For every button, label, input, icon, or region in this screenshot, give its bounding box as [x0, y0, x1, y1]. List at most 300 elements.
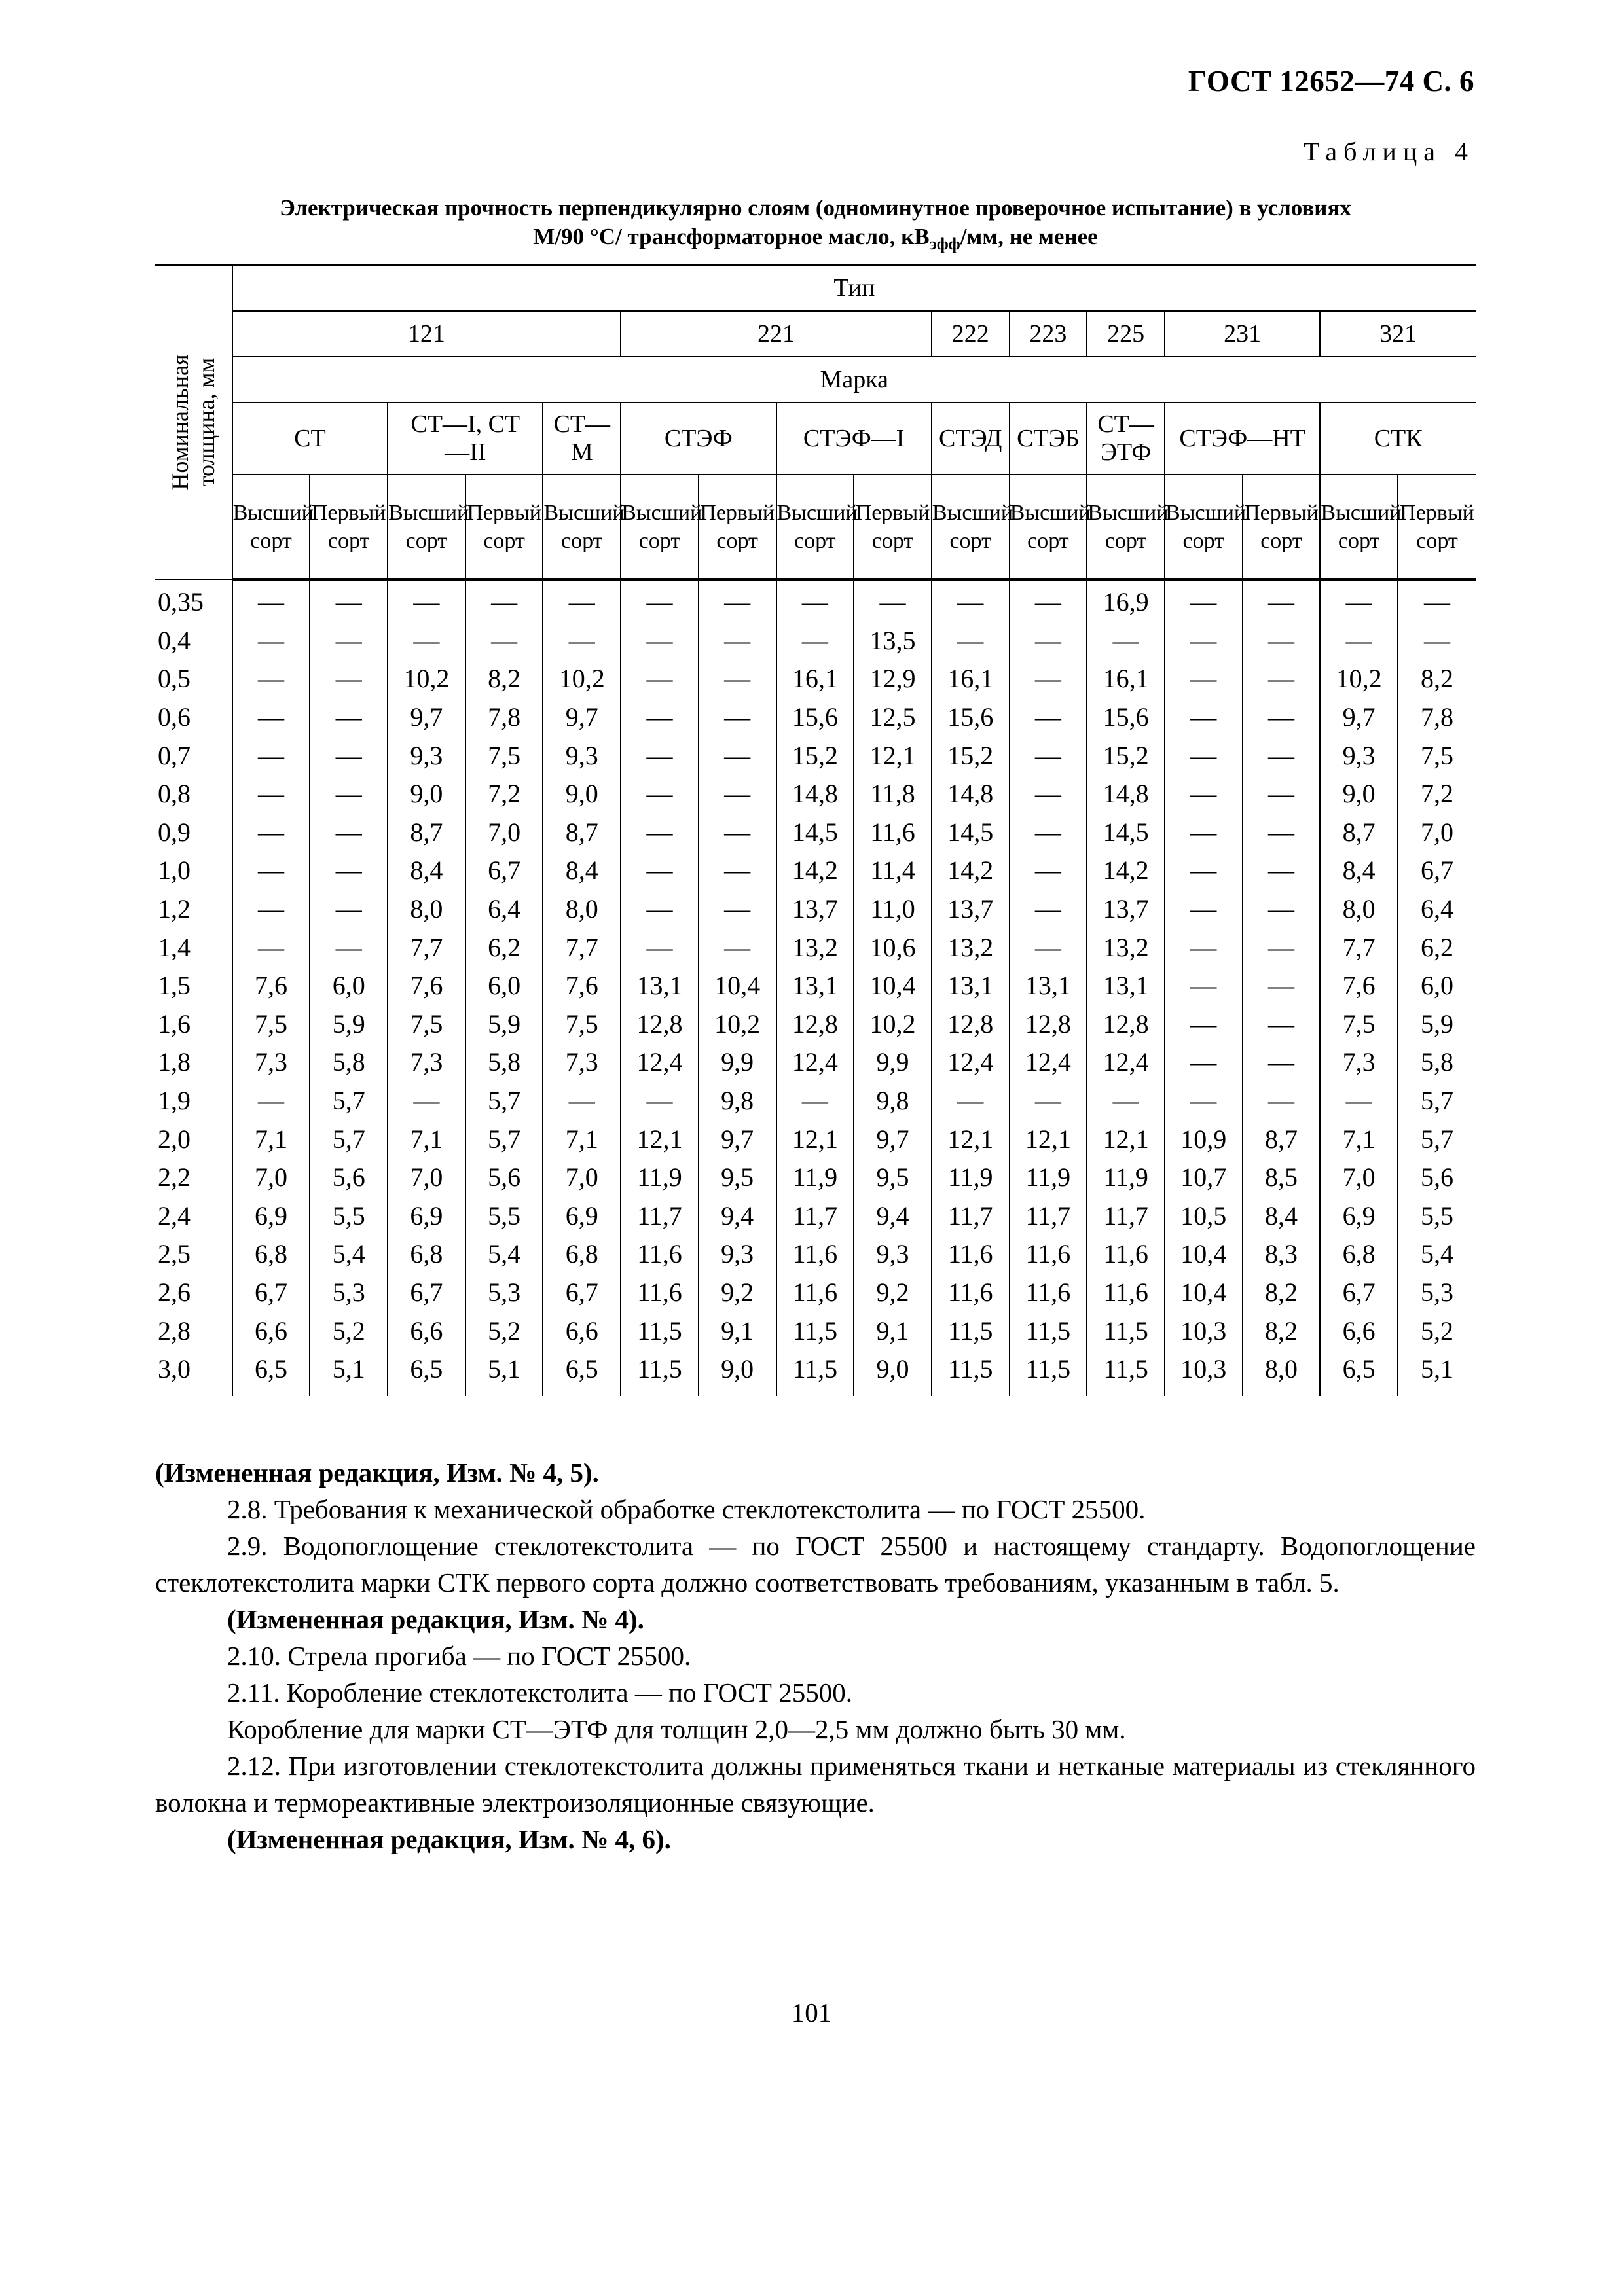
value-cell: 6,5	[232, 1350, 310, 1396]
value-cell: —	[232, 736, 310, 775]
table-row	[155, 1197, 1476, 1236]
type-225: 225	[1087, 311, 1165, 357]
value-cell: 14,8	[1087, 775, 1165, 814]
value-cell: 6,6	[232, 1312, 310, 1350]
value-cell: —	[621, 852, 699, 890]
value-cell: 11,7	[932, 1197, 1010, 1236]
value-cell: —	[699, 660, 776, 698]
value-cell: 13,1	[776, 967, 854, 1005]
value-cell: 8,7	[1243, 1120, 1321, 1158]
type-231: 231	[1165, 311, 1320, 357]
clause-2-12: 2.12. При изготовлении стеклотекстолита должны применяться ткани и нетканые материалы из стеклянного волокна и термореактивные электроизоляционные связующие.	[155, 1751, 1476, 1818]
thickness-cell: 2,4	[158, 1200, 191, 1230]
value-cell: 9,9	[854, 1043, 932, 1082]
value-cell: 12,4	[776, 1043, 854, 1082]
value-cell: 6,7	[543, 1274, 621, 1312]
value-cell: 16,9	[1087, 579, 1165, 622]
table-row	[155, 890, 1476, 929]
value-cell: —	[1165, 1005, 1243, 1044]
value-cell: —	[310, 698, 388, 737]
value-cell: 9,7	[699, 1120, 776, 1158]
value-cell: —	[232, 622, 310, 660]
thickness-cell: 1,4	[158, 932, 191, 962]
value-cell: 8,2	[1243, 1274, 1321, 1312]
table-row	[155, 1005, 1476, 1044]
thickness-cell: 0,35	[158, 586, 204, 617]
value-cell: 10,4	[699, 967, 776, 1005]
value-cell: —	[1243, 814, 1321, 852]
value-cell: 5,7	[310, 1082, 388, 1121]
table-row	[155, 660, 1476, 698]
value-cell: —	[232, 852, 310, 890]
value-cell: 7,0	[388, 1158, 465, 1197]
value-cell: —	[1010, 928, 1087, 967]
standard-header: ГОСТ 12652—74 С. 6	[1188, 65, 1474, 98]
value-cell: 9,8	[699, 1082, 776, 1121]
grade-first-st-i: Первый сорт	[465, 475, 543, 579]
value-cell: —	[776, 579, 854, 622]
value-cell: —	[621, 890, 699, 929]
value-cell: —	[1165, 622, 1243, 660]
table-row	[155, 1350, 1476, 1396]
value-cell: —	[1320, 579, 1398, 622]
value-cell: 5,6	[465, 1158, 543, 1197]
value-cell: 9,0	[543, 775, 621, 814]
thickness-cell: 1,8	[158, 1047, 191, 1077]
value-cell: —	[232, 890, 310, 929]
value-cell: —	[232, 775, 310, 814]
value-cell: 6,7	[1320, 1274, 1398, 1312]
amendment-note: (Измененная редакция, Изм. № 4).	[227, 1604, 644, 1634]
mark-stef-nt: СТЭФ—НТ	[1165, 403, 1320, 475]
value-cell: 12,1	[776, 1120, 854, 1158]
grade-top-st: Высший сорт	[232, 475, 310, 579]
value-cell: 7,5	[1398, 736, 1476, 775]
table-body	[155, 579, 1476, 1396]
table-row	[155, 1043, 1476, 1082]
grade-first-stef: Первый сорт	[699, 475, 776, 579]
value-cell: —	[1165, 736, 1243, 775]
value-cell: 14,2	[932, 852, 1010, 890]
body-text	[155, 1454, 1476, 1857]
table-row	[155, 736, 1476, 775]
value-cell: —	[1010, 814, 1087, 852]
value-cell: 12,8	[776, 1005, 854, 1044]
value-cell: —	[310, 814, 388, 852]
value-cell: 7,3	[388, 1043, 465, 1082]
value-cell: 6,2	[465, 928, 543, 967]
thickness-cell: 1,0	[158, 855, 191, 886]
value-cell: —	[1243, 852, 1321, 890]
value-cell: 11,9	[1010, 1158, 1087, 1197]
amendment-note: (Измененная редакция, Изм. № 4, 6).	[227, 1824, 671, 1854]
grade-top-st-etf: Высший сорт	[1087, 475, 1165, 579]
value-cell: 8,7	[1320, 814, 1398, 852]
clause-2-8: 2.8. Требования к механической обработке стеклотекстолита — по ГОСТ 25500.	[227, 1494, 1146, 1524]
value-cell: 6,0	[465, 967, 543, 1005]
value-cell: 5,7	[1398, 1120, 1476, 1158]
value-cell: —	[1165, 1043, 1243, 1082]
table-row	[155, 1120, 1476, 1158]
value-cell: 8,0	[543, 890, 621, 929]
value-cell: 8,5	[1243, 1158, 1321, 1197]
table-row	[155, 967, 1476, 1005]
value-cell: 9,0	[854, 1350, 932, 1396]
value-cell: 11,5	[776, 1350, 854, 1396]
value-cell: 13,2	[1087, 928, 1165, 967]
table-row	[155, 1158, 1476, 1197]
value-cell: 16,1	[1087, 660, 1165, 698]
value-cell: 10,5	[1165, 1197, 1243, 1236]
value-cell: 13,1	[1087, 967, 1165, 1005]
value-cell: 11,5	[1010, 1312, 1087, 1350]
value-cell: 7,0	[465, 814, 543, 852]
value-cell: 7,0	[543, 1158, 621, 1197]
value-cell: —	[310, 736, 388, 775]
value-cell: 9,0	[1320, 775, 1398, 814]
value-cell: 7,2	[1398, 775, 1476, 814]
value-cell: 7,1	[388, 1120, 465, 1158]
caption-line-2	[155, 223, 1476, 259]
value-cell: 8,0	[388, 890, 465, 929]
table-row	[155, 1312, 1476, 1350]
value-cell: 12,1	[1010, 1120, 1087, 1158]
value-cell: —	[1010, 775, 1087, 814]
value-cell: —	[1165, 928, 1243, 967]
value-cell: 7,3	[232, 1043, 310, 1082]
table-row	[155, 1235, 1476, 1274]
value-cell: —	[1165, 579, 1243, 622]
grade-top-stef-i: Высший сорт	[776, 475, 854, 579]
value-cell: 12,1	[1087, 1120, 1165, 1158]
value-cell: 10,9	[1165, 1120, 1243, 1158]
value-cell: 11,6	[621, 1235, 699, 1274]
thickness-cell: 2,0	[158, 1124, 191, 1154]
value-cell: 12,4	[932, 1043, 1010, 1082]
value-cell: 11,7	[621, 1197, 699, 1236]
value-cell: 12,4	[621, 1043, 699, 1082]
value-cell: 13,1	[1010, 967, 1087, 1005]
value-cell: —	[1243, 967, 1321, 1005]
value-cell: —	[465, 579, 543, 622]
value-cell: 12,4	[1010, 1043, 1087, 1082]
thickness-cell: 2,6	[158, 1277, 191, 1307]
table-row	[155, 852, 1476, 890]
value-cell: 11,6	[1087, 1274, 1165, 1312]
value-cell: —	[699, 736, 776, 775]
value-cell: —	[1010, 1082, 1087, 1121]
value-cell: —	[1087, 1082, 1165, 1121]
value-cell: 5,7	[465, 1120, 543, 1158]
value-cell: 6,9	[232, 1197, 310, 1236]
value-cell: 11,5	[621, 1312, 699, 1350]
value-cell: 8,2	[1243, 1312, 1321, 1350]
value-cell: 5,6	[1398, 1158, 1476, 1197]
value-cell: —	[932, 1082, 1010, 1121]
value-cell: —	[310, 928, 388, 967]
value-cell: 7,1	[232, 1120, 310, 1158]
value-cell: 5,8	[465, 1043, 543, 1082]
value-cell: 13,1	[621, 967, 699, 1005]
value-cell: 10,3	[1165, 1350, 1243, 1396]
value-cell: 12,1	[854, 736, 932, 775]
value-cell: 10,2	[1320, 660, 1398, 698]
value-cell: 11,5	[1087, 1350, 1165, 1396]
value-cell: 10,2	[699, 1005, 776, 1044]
value-cell: —	[1243, 1082, 1321, 1121]
value-cell: 7,6	[388, 967, 465, 1005]
grade-top-steb: Высший сорт	[1010, 475, 1087, 579]
grade-top-stef-nt: Высший сорт	[1165, 475, 1243, 579]
value-cell: 6,6	[388, 1312, 465, 1350]
value-cell: 15,6	[932, 698, 1010, 737]
value-cell: 6,9	[388, 1197, 465, 1236]
value-cell: 5,2	[1398, 1312, 1476, 1350]
value-cell: —	[1010, 890, 1087, 929]
value-cell: —	[621, 814, 699, 852]
type-321: 321	[1320, 311, 1476, 357]
value-cell: 11,6	[1010, 1235, 1087, 1274]
value-cell: —	[1165, 775, 1243, 814]
value-cell: —	[1165, 814, 1243, 852]
value-cell: —	[1165, 890, 1243, 929]
value-cell: —	[1243, 698, 1321, 737]
value-cell: 11,8	[854, 775, 932, 814]
type-223: 223	[1010, 311, 1087, 357]
value-cell: 6,5	[543, 1350, 621, 1396]
grade-top-stk: Высший сорт	[1320, 475, 1398, 579]
value-cell: 16,1	[776, 660, 854, 698]
grade-top-st-m: Высший сорт	[543, 475, 621, 579]
value-cell: 10,4	[1165, 1235, 1243, 1274]
value-cell: 6,9	[1320, 1197, 1398, 1236]
value-cell: 9,9	[699, 1043, 776, 1082]
table-row	[155, 1274, 1476, 1312]
value-cell: 9,5	[854, 1158, 932, 1197]
value-cell: 7,6	[1320, 967, 1398, 1005]
clause-2-11-warping: Коробление для марки СТ—ЭТФ для толщин 2,0—2,5 мм должно быть 30 мм.	[227, 1714, 1126, 1744]
value-cell: 9,4	[854, 1197, 932, 1236]
value-cell: —	[232, 928, 310, 967]
value-cell: 13,2	[776, 928, 854, 967]
value-cell: 6,7	[388, 1274, 465, 1312]
value-cell: 6,5	[1320, 1350, 1398, 1396]
value-cell: 6,8	[232, 1235, 310, 1274]
value-cell: 11,9	[621, 1158, 699, 1197]
value-cell: 12,9	[854, 660, 932, 698]
value-cell: —	[621, 660, 699, 698]
value-cell: 5,4	[310, 1235, 388, 1274]
value-cell: 9,0	[699, 1350, 776, 1396]
value-cell: 14,5	[776, 814, 854, 852]
value-cell: 5,9	[1398, 1005, 1476, 1044]
value-cell: 11,9	[932, 1158, 1010, 1197]
value-cell: —	[1010, 852, 1087, 890]
value-cell: 13,7	[932, 890, 1010, 929]
strength-table	[155, 264, 1476, 1396]
grade-first-stef-nt: Первый сорт	[1243, 475, 1321, 579]
value-cell: 7,5	[1320, 1005, 1398, 1044]
value-cell: 12,5	[854, 698, 932, 737]
mark-stef: СТЭФ	[621, 403, 776, 475]
value-cell: 11,5	[932, 1312, 1010, 1350]
thickness-cell: 1,9	[158, 1086, 191, 1116]
value-cell: 11,5	[1010, 1350, 1087, 1396]
value-cell: 13,7	[776, 890, 854, 929]
value-cell: 6,0	[310, 967, 388, 1005]
table-row	[155, 775, 1476, 814]
value-cell: 9,7	[854, 1120, 932, 1158]
value-cell: —	[1165, 967, 1243, 1005]
value-cell: 5,5	[1398, 1197, 1476, 1236]
value-cell: —	[621, 736, 699, 775]
value-cell: 7,0	[1398, 814, 1476, 852]
grade-first-stk: Первый сорт	[1398, 475, 1476, 579]
value-cell: 12,4	[1087, 1043, 1165, 1082]
value-cell: 11,6	[621, 1274, 699, 1312]
value-cell: —	[232, 814, 310, 852]
value-cell: 6,7	[232, 1274, 310, 1312]
thickness-cell: 1,2	[158, 894, 191, 924]
value-cell: —	[621, 775, 699, 814]
value-cell: 9,7	[388, 698, 465, 737]
value-cell: 8,2	[465, 660, 543, 698]
value-cell: 12,8	[1087, 1005, 1165, 1044]
value-cell: 5,7	[310, 1120, 388, 1158]
value-cell: 8,2	[1398, 660, 1476, 698]
value-cell: —	[310, 890, 388, 929]
page-number: 101	[791, 1998, 832, 2028]
value-cell: 6,7	[465, 852, 543, 890]
value-cell: 7,5	[465, 736, 543, 775]
value-cell: 10,2	[854, 1005, 932, 1044]
value-cell: 9,3	[1320, 736, 1398, 775]
value-cell: —	[1243, 1005, 1321, 1044]
value-cell: —	[1243, 1043, 1321, 1082]
value-cell: 13,2	[932, 928, 1010, 967]
value-cell: —	[699, 852, 776, 890]
mark-stef-i: СТЭФ—I	[776, 403, 932, 475]
value-cell: —	[310, 622, 388, 660]
value-cell: 8,4	[388, 852, 465, 890]
value-cell: —	[1010, 579, 1087, 622]
value-cell: 7,0	[232, 1158, 310, 1197]
value-cell: 10,6	[854, 928, 932, 967]
value-cell: 6,0	[1398, 967, 1476, 1005]
thickness-cell: 2,2	[158, 1162, 191, 1193]
thickness-cell: 0,6	[158, 702, 191, 732]
caption-line-1: Электрическая прочность перпендикулярно слоям (одноминутное проверочное испытание) в условиях	[280, 195, 1351, 221]
value-cell: 7,6	[543, 967, 621, 1005]
value-cell: 11,6	[932, 1235, 1010, 1274]
value-cell: 11,9	[776, 1158, 854, 1197]
table-caption	[155, 194, 1476, 259]
type-222: 222	[932, 311, 1010, 357]
value-cell: 11,5	[776, 1312, 854, 1350]
thickness-header	[155, 265, 232, 579]
table-row	[155, 579, 1476, 622]
table-row	[155, 814, 1476, 852]
value-cell: —	[1165, 1082, 1243, 1121]
value-cell: —	[1243, 622, 1321, 660]
mark-header: Марка	[232, 357, 1476, 403]
value-cell: 6,7	[1398, 852, 1476, 890]
thickness-cell: 0,9	[158, 817, 191, 847]
value-cell: —	[699, 890, 776, 929]
value-cell: —	[1010, 736, 1087, 775]
type-header: Тип	[232, 265, 1476, 311]
value-cell: 5,9	[310, 1005, 388, 1044]
value-cell: —	[932, 579, 1010, 622]
value-cell: 6,9	[543, 1197, 621, 1236]
clause-2-10: 2.10. Стрела прогиба — по ГОСТ 25500.	[227, 1641, 691, 1671]
value-cell: 5,8	[1398, 1043, 1476, 1082]
value-cell: —	[232, 660, 310, 698]
value-cell: 6,6	[543, 1312, 621, 1350]
value-cell: —	[776, 622, 854, 660]
value-cell: —	[1243, 928, 1321, 967]
value-cell: —	[1243, 579, 1321, 622]
value-cell: 5,1	[310, 1350, 388, 1396]
value-cell: 14,5	[1087, 814, 1165, 852]
value-cell: 11,7	[776, 1197, 854, 1236]
value-cell: 8,7	[543, 814, 621, 852]
value-cell: 7,1	[1320, 1120, 1398, 1158]
value-cell: 7,2	[465, 775, 543, 814]
value-cell: 11,5	[621, 1350, 699, 1396]
thickness-cell: 2,5	[158, 1239, 191, 1269]
value-cell: 12,1	[621, 1120, 699, 1158]
value-cell: 9,7	[543, 698, 621, 737]
caption-line-2-main: М/90 °С/ трансформаторное масло, кВ	[533, 224, 930, 249]
mark-steb: СТЭБ	[1010, 403, 1087, 475]
grade-first-st: Первый сорт	[310, 475, 388, 579]
value-cell: 7,8	[1398, 698, 1476, 737]
value-cell: 5,4	[465, 1235, 543, 1274]
value-cell: 9,7	[1320, 698, 1398, 737]
grade-top-stef: Высший сорт	[621, 475, 699, 579]
value-cell: 15,6	[1087, 698, 1165, 737]
value-cell: 16,1	[932, 660, 1010, 698]
value-cell: 11,6	[776, 1235, 854, 1274]
value-cell: 8,4	[1243, 1197, 1321, 1236]
value-cell: 9,3	[699, 1235, 776, 1274]
value-cell: 9,0	[388, 775, 465, 814]
value-cell: —	[232, 698, 310, 737]
value-cell: —	[310, 660, 388, 698]
value-cell: —	[1165, 660, 1243, 698]
thickness-cell: 0,5	[158, 664, 191, 694]
value-cell: 9,3	[854, 1235, 932, 1274]
value-cell: —	[699, 928, 776, 967]
value-cell: —	[621, 698, 699, 737]
value-cell: 14,2	[1087, 852, 1165, 890]
value-cell: —	[621, 579, 699, 622]
value-cell: 9,8	[854, 1082, 932, 1121]
grade-top-st-i: Высший сорт	[388, 475, 465, 579]
value-cell: 9,2	[854, 1274, 932, 1312]
value-cell: 11,9	[1087, 1158, 1165, 1197]
thickness-cell: 2,8	[158, 1316, 191, 1346]
value-cell: —	[1010, 660, 1087, 698]
mark-st-m: СТ—М	[543, 403, 621, 475]
type-221: 221	[621, 311, 932, 357]
value-cell: —	[1398, 579, 1476, 622]
value-cell: 8,0	[1243, 1350, 1321, 1396]
value-cell: 10,2	[543, 660, 621, 698]
value-cell: 7,5	[388, 1005, 465, 1044]
value-cell: —	[621, 928, 699, 967]
